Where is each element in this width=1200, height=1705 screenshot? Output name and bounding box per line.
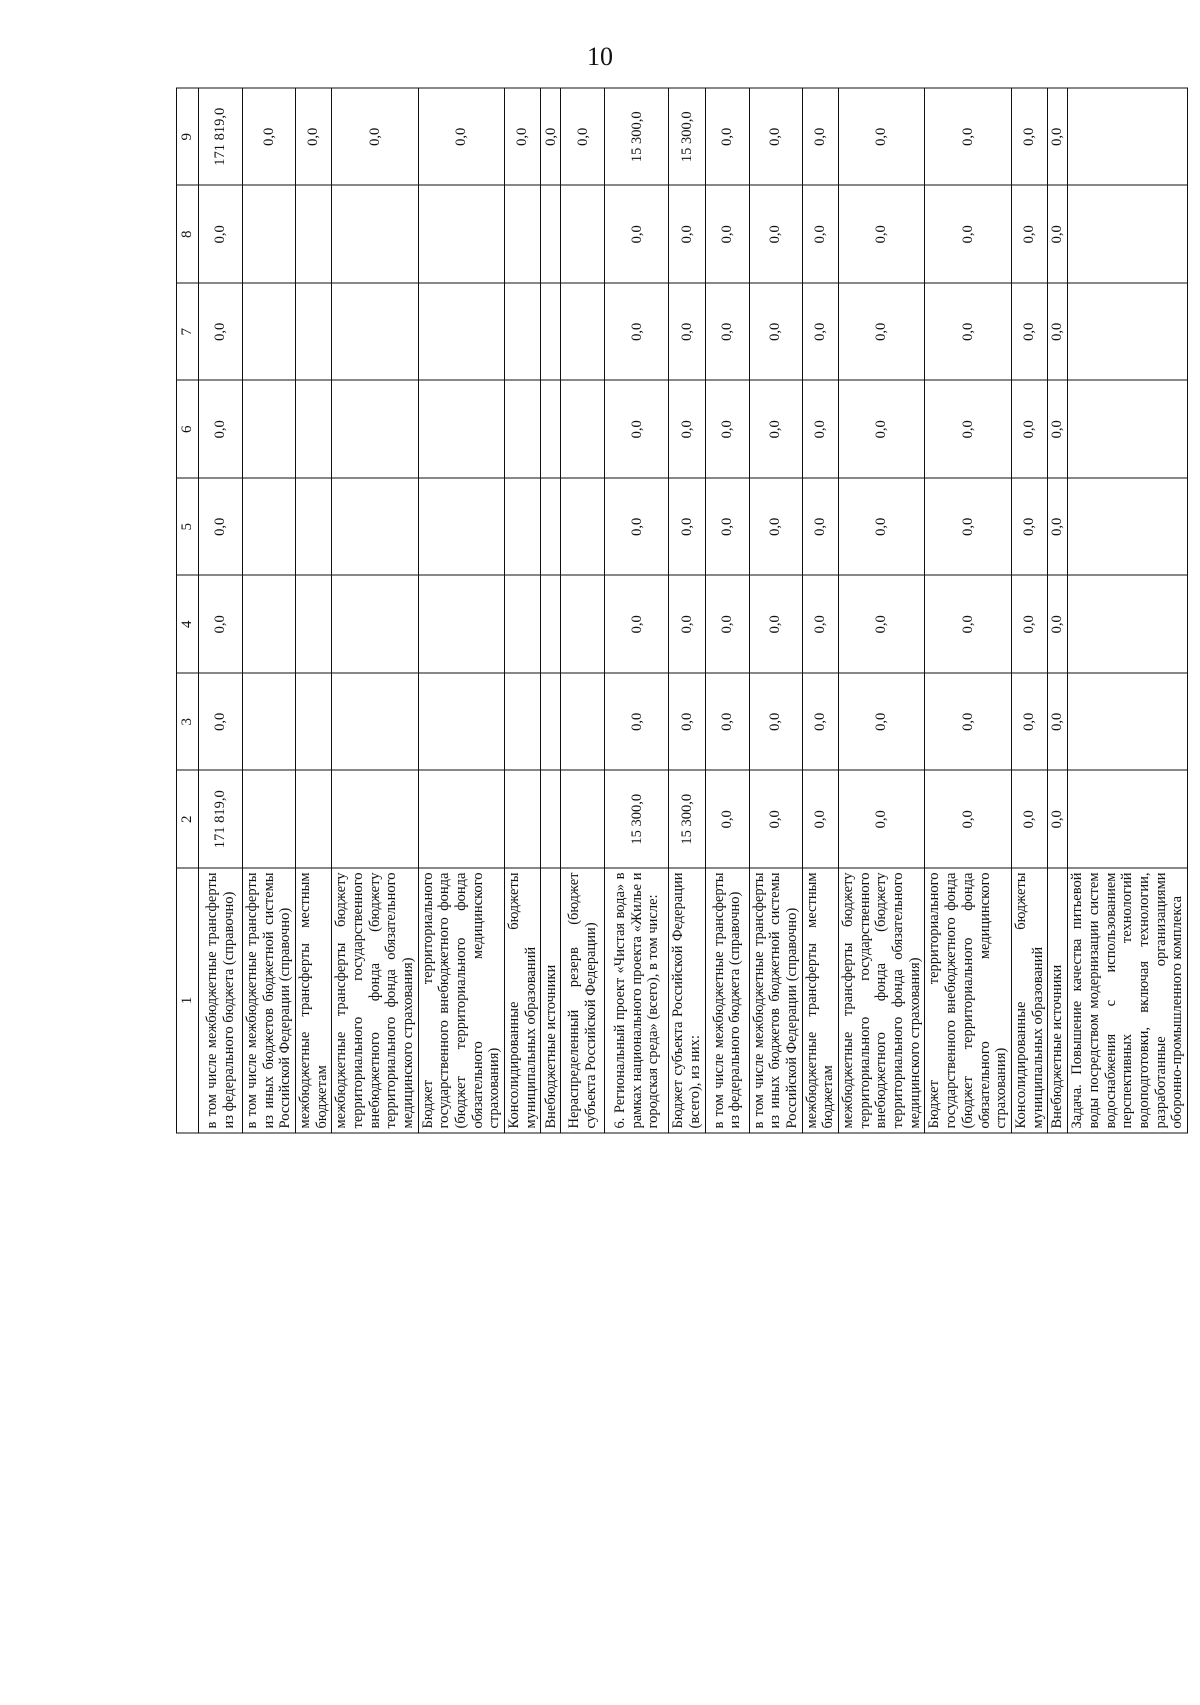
value-cell: 0,0: [669, 478, 705, 576]
value-cell: [418, 380, 504, 478]
value-cell: [541, 770, 561, 868]
value-cell: 0,0: [839, 88, 925, 186]
value-cell: [243, 770, 296, 868]
table-row: [505, 88, 541, 1133]
value-cell: [505, 673, 541, 771]
value-cell: 0,0: [243, 88, 296, 186]
value-cell: [505, 770, 541, 868]
column-header: 1: [177, 868, 199, 1133]
row-label: межбюджетные трансферты местным бюджетам: [802, 868, 838, 1133]
value-cell: [418, 478, 504, 576]
value-cell: [1068, 380, 1188, 478]
row-label: Внебюджетные источники: [1048, 868, 1068, 1133]
value-cell: [505, 283, 541, 381]
value-cell: 0,0: [605, 673, 669, 771]
rotated-table-inner: [176, 88, 1186, 1133]
table-row: [802, 88, 838, 1133]
value-cell: 171 819,0: [199, 770, 243, 868]
value-cell: 0,0: [705, 478, 749, 576]
table-body: [199, 88, 1188, 1133]
value-cell: 0,0: [925, 88, 1011, 186]
value-cell: 0,0: [199, 478, 243, 576]
column-header: 5: [177, 478, 199, 576]
table-row: [296, 88, 332, 1133]
value-cell: 0,0: [802, 283, 838, 381]
value-cell: [243, 185, 296, 283]
value-cell: [505, 185, 541, 283]
value-cell: 0,0: [925, 478, 1011, 576]
value-cell: [243, 575, 296, 673]
value-cell: [296, 575, 332, 673]
value-cell: 0,0: [839, 185, 925, 283]
value-cell: 15 300,0: [669, 770, 705, 868]
column-header: 4: [177, 575, 199, 673]
value-cell: 0,0: [1048, 185, 1068, 283]
value-cell: 0,0: [541, 88, 561, 186]
value-cell: [1068, 88, 1188, 186]
row-label: Нераспределенный резерв (бюджет субъекта Российской Федерации): [561, 868, 605, 1133]
value-cell: [243, 380, 296, 478]
value-cell: 0,0: [669, 673, 705, 771]
value-cell: 0,0: [332, 88, 418, 186]
value-cell: [332, 673, 418, 771]
table-row: [705, 88, 749, 1133]
value-cell: 0,0: [1011, 380, 1047, 478]
value-cell: 0,0: [925, 283, 1011, 381]
value-cell: [505, 575, 541, 673]
value-cell: 0,0: [705, 380, 749, 478]
value-cell: 15 300,0: [605, 770, 669, 868]
budget-table: [176, 87, 1188, 1133]
value-cell: [505, 380, 541, 478]
value-cell: 0,0: [925, 380, 1011, 478]
value-cell: [296, 185, 332, 283]
value-cell: [1068, 770, 1188, 868]
value-cell: [332, 478, 418, 576]
value-cell: 0,0: [839, 478, 925, 576]
value-cell: 0,0: [749, 185, 802, 283]
value-cell: [418, 185, 504, 283]
row-label: Бюджет субъекта Российской Федерации (всего), из них:: [669, 868, 705, 1133]
value-cell: [1068, 575, 1188, 673]
value-cell: 0,0: [705, 88, 749, 186]
column-header: 3: [177, 673, 199, 771]
value-cell: [332, 770, 418, 868]
value-cell: 0,0: [749, 478, 802, 576]
value-cell: 0,0: [705, 283, 749, 381]
value-cell: 0,0: [1048, 673, 1068, 771]
row-label: Консолидированные бюджеты муниципальных образований: [1011, 868, 1047, 1133]
table-row: [925, 88, 1011, 1133]
value-cell: 0,0: [199, 380, 243, 478]
value-cell: 0,0: [925, 185, 1011, 283]
value-cell: [332, 380, 418, 478]
table-row: [1048, 88, 1068, 1133]
value-cell: 0,0: [605, 478, 669, 576]
value-cell: 0,0: [669, 380, 705, 478]
value-cell: 0,0: [705, 185, 749, 283]
value-cell: [332, 575, 418, 673]
value-cell: 0,0: [705, 673, 749, 771]
value-cell: 0,0: [705, 770, 749, 868]
value-cell: [561, 380, 605, 478]
value-cell: 0,0: [839, 575, 925, 673]
value-cell: 0,0: [561, 88, 605, 186]
value-cell: [332, 283, 418, 381]
value-cell: 0,0: [802, 770, 838, 868]
value-cell: 171 819,0: [199, 88, 243, 186]
value-cell: [1068, 283, 1188, 381]
value-cell: 0,0: [669, 185, 705, 283]
value-cell: 0,0: [839, 673, 925, 771]
value-cell: [418, 770, 504, 868]
table-row: [749, 88, 802, 1133]
value-cell: [243, 673, 296, 771]
value-cell: 0,0: [802, 380, 838, 478]
table-row: [418, 88, 504, 1133]
value-cell: 0,0: [1048, 478, 1068, 576]
value-cell: [418, 575, 504, 673]
value-cell: 0,0: [605, 185, 669, 283]
value-cell: [296, 770, 332, 868]
table-row: [199, 88, 243, 1133]
value-cell: 0,0: [418, 88, 504, 186]
row-label: Внебюджетные источники: [541, 868, 561, 1133]
value-cell: 0,0: [1048, 575, 1068, 673]
value-cell: [418, 673, 504, 771]
value-cell: [332, 185, 418, 283]
row-label: в том числе межбюджетные трансферты из федерального бюджета (справочно): [705, 868, 749, 1133]
column-header: 8: [177, 185, 199, 283]
value-cell: [561, 673, 605, 771]
table-row: [839, 88, 925, 1133]
value-cell: 0,0: [839, 380, 925, 478]
value-cell: 0,0: [749, 770, 802, 868]
value-cell: 0,0: [605, 283, 669, 381]
value-cell: 0,0: [802, 185, 838, 283]
value-cell: 0,0: [505, 88, 541, 186]
row-label: межбюджетные трансферты бюджету территориального государственного внебюджетного фонда (бюджету территориального фонда обязательного медицинского страхования): [332, 868, 418, 1133]
value-cell: 0,0: [749, 575, 802, 673]
value-cell: [561, 478, 605, 576]
row-label: в том числе межбюджетные трансферты из иных бюджетов бюджетной системы Российской Федерации (справочно): [243, 868, 296, 1133]
row-label: 6. Региональный проект «Чистая вода» в рамках национального проекта «Жилье и городская среда» (всего), в том числе:: [605, 868, 669, 1133]
value-cell: [541, 283, 561, 381]
value-cell: 0,0: [802, 88, 838, 186]
value-cell: [296, 673, 332, 771]
value-cell: 0,0: [1011, 575, 1047, 673]
column-header: 7: [177, 283, 199, 381]
value-cell: 0,0: [749, 673, 802, 771]
value-cell: 0,0: [1011, 770, 1047, 868]
value-cell: [296, 283, 332, 381]
value-cell: [561, 185, 605, 283]
value-cell: 0,0: [802, 478, 838, 576]
value-cell: 0,0: [199, 673, 243, 771]
value-cell: [1068, 185, 1188, 283]
value-cell: 0,0: [669, 575, 705, 673]
table-row: [1011, 88, 1047, 1133]
row-label: Бюджет территориального государственного внебюджетного фонда (бюджет территориального фонда обязательного медицинского страхования): [418, 868, 504, 1133]
value-cell: [1068, 478, 1188, 576]
value-cell: 0,0: [296, 88, 332, 186]
value-cell: 0,0: [1011, 88, 1047, 186]
value-cell: 0,0: [1011, 478, 1047, 576]
value-cell: 0,0: [925, 770, 1011, 868]
value-cell: 0,0: [199, 283, 243, 381]
value-cell: 0,0: [199, 185, 243, 283]
value-cell: 0,0: [1011, 185, 1047, 283]
value-cell: [1068, 673, 1188, 771]
value-cell: 0,0: [1011, 283, 1047, 381]
value-cell: 15 300,0: [605, 88, 669, 186]
value-cell: 15 300,0: [669, 88, 705, 186]
value-cell: 0,0: [749, 88, 802, 186]
value-cell: [243, 478, 296, 576]
value-cell: [541, 185, 561, 283]
rotated-table-container: [176, 88, 1186, 1133]
value-cell: 0,0: [605, 575, 669, 673]
row-label: в том числе межбюджетные трансферты из иных бюджетов бюджетной системы Российской Федерации (справочно): [749, 868, 802, 1133]
table-row: [605, 88, 669, 1133]
value-cell: [243, 283, 296, 381]
row-label: Бюджет территориального государственного внебюджетного фонда (бюджет территориального фонда обязательного медицинского страхования): [925, 868, 1011, 1133]
value-cell: 0,0: [749, 283, 802, 381]
value-cell: 0,0: [605, 380, 669, 478]
value-cell: [561, 283, 605, 381]
value-cell: [418, 283, 504, 381]
table-row: [243, 88, 296, 1133]
value-cell: 0,0: [839, 283, 925, 381]
value-cell: 0,0: [1048, 88, 1068, 186]
column-header: 2: [177, 770, 199, 868]
column-header: 9: [177, 88, 199, 186]
row-label: межбюджетные трансферты бюджету территориального государственного внебюджетного фонда (бюджету территориального фонда обязательного медицинского страхования): [839, 868, 925, 1133]
value-cell: [541, 478, 561, 576]
row-label: Консолидированные бюджеты муниципальных образований: [505, 868, 541, 1133]
value-cell: 0,0: [669, 283, 705, 381]
value-cell: 0,0: [1048, 380, 1068, 478]
table-row: [541, 88, 561, 1133]
value-cell: [296, 380, 332, 478]
value-cell: [561, 770, 605, 868]
row-label: межбюджетные трансферты местным бюджетам: [296, 868, 332, 1133]
value-cell: 0,0: [802, 575, 838, 673]
table-row: [669, 88, 705, 1133]
value-cell: 0,0: [1048, 770, 1068, 868]
table-row: [561, 88, 605, 1133]
value-cell: 0,0: [925, 575, 1011, 673]
value-cell: [296, 478, 332, 576]
table-row: [1068, 88, 1188, 1133]
value-cell: 0,0: [1011, 673, 1047, 771]
value-cell: [541, 673, 561, 771]
value-cell: [541, 575, 561, 673]
header-row: [177, 88, 199, 1133]
value-cell: [541, 380, 561, 478]
value-cell: 0,0: [802, 673, 838, 771]
value-cell: 0,0: [1048, 283, 1068, 381]
value-cell: 0,0: [925, 673, 1011, 771]
value-cell: 0,0: [199, 575, 243, 673]
row-label: Задача. Повышение качества питьевой воды посредством модернизации систем водоснабжения с использованием перспективных технологий водоподготовки, включая технологии, разработанные организациями оборонно-промышленного комплекса: [1068, 868, 1188, 1133]
table-row: [332, 88, 418, 1133]
value-cell: [505, 478, 541, 576]
value-cell: [561, 575, 605, 673]
page-number: 10: [587, 42, 613, 71]
row-label: в том числе межбюджетные трансферты из федерального бюджета (справочно): [199, 868, 243, 1133]
value-cell: 0,0: [705, 575, 749, 673]
value-cell: 0,0: [839, 770, 925, 868]
column-header: 6: [177, 380, 199, 478]
value-cell: 0,0: [749, 380, 802, 478]
